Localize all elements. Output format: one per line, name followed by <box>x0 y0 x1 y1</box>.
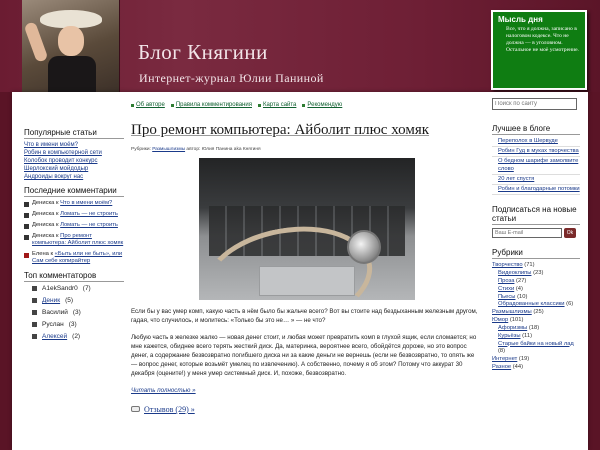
popular-link[interactable]: Андроиды вокруг нас <box>24 174 84 180</box>
best-link[interactable]: Робин и благодарные потомки <box>498 186 580 193</box>
rubric-item[interactable] <box>492 341 580 357</box>
top-commenters-title: Топ комментаторов <box>24 271 124 282</box>
rubric-link[interactable]: Проза <box>498 278 515 285</box>
comment-post-link[interactable]: Про ремонт компьютера: Айболит плюс хомяк <box>32 233 124 246</box>
commenter-name[interactable]: Руслан <box>42 320 64 328</box>
page-container <box>12 92 588 450</box>
commenter-name[interactable]: Василий <box>42 308 68 316</box>
list-item[interactable] <box>24 150 124 156</box>
rubric-count: (25) <box>531 309 544 316</box>
nav-item-sitemap[interactable] <box>258 102 296 108</box>
rubric-count: (23) <box>531 270 544 277</box>
nav-item-about[interactable] <box>131 102 165 108</box>
user-icon <box>32 286 37 291</box>
comment-author: Дениска <box>32 211 55 217</box>
rubric-count: (44) <box>511 363 524 370</box>
best-link[interactable]: 20 лет спустя <box>498 175 535 182</box>
list-item[interactable] <box>492 186 580 195</box>
comment-item <box>24 211 124 218</box>
post-paragraph: Любую часть в железке жалко — новая денег стоит, и любая может превратить комп в глухой ящик, если сломается; но мне кажется, обиднее всего терять жесткий диск. Да, материнка, вероятнее всего, обойдётся дороже, но это вопрос денег, а содержание безвозвратно погибшего диска ни за какие деньги не вернешь (если не безвозвратно, то опять же — вопрос денег, которые возьмёт умелец по извлечению). А собственно, почему я об этом? Потому что аккурат 30 декабря (оцените!) у меня умер системный диск. И, похоже, безвозвратно. <box>131 333 477 377</box>
rubric-count: (101) <box>508 317 524 324</box>
comment-icon <box>24 253 29 258</box>
rubric-link[interactable]: Творчество <box>492 262 523 269</box>
commenter-count: (7) <box>82 284 91 292</box>
comment-author: Дениска <box>32 200 55 206</box>
commenter-name[interactable]: Алексей <box>42 332 68 340</box>
comment-prep: к <box>54 233 61 239</box>
top-commenter <box>24 321 124 328</box>
comment-author: Елена <box>32 250 49 257</box>
nav-item-recommend[interactable] <box>302 102 342 108</box>
subscribe-title: Подписаться на новые статьи <box>492 205 580 225</box>
rubric-item[interactable] <box>492 270 580 278</box>
commenter-count: (3) <box>72 308 81 316</box>
post-meta <box>131 147 481 152</box>
right-sidebar <box>492 124 580 372</box>
commenter-count: (2) <box>72 332 81 340</box>
nav-link[interactable]: Карта сайта <box>262 102 297 108</box>
comment-prep: к <box>54 211 61 217</box>
comment-item <box>24 222 124 229</box>
left-sidebar <box>24 128 124 345</box>
main-content <box>131 122 481 414</box>
bullet-icon <box>171 104 174 107</box>
site-tagline: Интернет-журнал Юлии Паниной <box>139 71 324 85</box>
comment-post-link[interactable]: «Быть или не быть», или Сам себе копирайтер <box>32 250 123 264</box>
top-commenter <box>24 285 124 292</box>
bullet-icon <box>258 104 261 107</box>
rubric-count: (71) <box>522 262 535 269</box>
thought-title: Мысль дня <box>498 15 543 24</box>
rubric-count: (8) <box>498 348 506 355</box>
rubric-count: (19) <box>517 356 530 363</box>
user-icon <box>32 334 37 339</box>
thought-of-day <box>491 10 587 90</box>
list-item[interactable] <box>24 158 124 164</box>
top-commenter <box>24 297 124 304</box>
best-title: Лучшее в блоге <box>492 124 580 135</box>
rubric-link[interactable]: Пьесы <box>498 293 516 300</box>
comment-item <box>24 233 124 247</box>
comment-post-link[interactable]: Ломать — не строить <box>60 222 118 228</box>
nav-item-rules[interactable] <box>171 102 252 108</box>
commenter-count: (5) <box>65 296 74 304</box>
rubrics-list <box>492 262 580 371</box>
comment-post-link[interactable]: Что в имени моём? <box>60 200 113 206</box>
nav-link[interactable]: Правила комментирования <box>175 102 252 108</box>
comment-prep: к <box>48 250 55 257</box>
comments-link[interactable]: Отзывов (29) » <box>144 404 195 414</box>
user-icon <box>32 310 37 315</box>
popular-title: Популярные статьи <box>24 128 124 139</box>
rubric-count: (6) <box>564 301 574 308</box>
popular-link[interactable]: Робин в компьютерной сети <box>24 150 102 156</box>
top-commenter <box>24 333 124 340</box>
rubric-item[interactable] <box>492 294 580 302</box>
list-item[interactable] <box>492 158 580 174</box>
site-header <box>0 0 600 92</box>
rubric-item[interactable] <box>492 301 580 309</box>
rubric-link[interactable]: Обрадованные классики <box>498 301 565 308</box>
post-paragraph: Если бы у вас умер комп, какую часть в нём было бы жальче всего? Вот вы стоите над бездыханным железным другом, гадая, что случилось, и молитесь: «Только бы это не… » — не что? <box>131 308 478 324</box>
user-icon <box>32 322 37 327</box>
post-image <box>199 158 415 300</box>
bullet-icon <box>131 104 134 107</box>
list-item[interactable] <box>24 142 124 148</box>
nav-link[interactable]: Об авторе <box>136 102 165 108</box>
comment-prep: к <box>54 222 61 228</box>
thought-text: Все, что я должна, записано в налоговом кодексе. Что не должна — в уголовном. Остальное не моё усмотрение. <box>506 26 579 53</box>
user-icon <box>32 298 37 303</box>
email-field[interactable] <box>492 228 562 238</box>
popular-list <box>24 142 124 180</box>
rubric-link[interactable]: Размышлизмы <box>492 309 532 316</box>
post-title[interactable]: Про ремонт компьютера: Айболит плюс хомяк <box>131 122 430 138</box>
best-list <box>492 138 580 195</box>
comment-icon <box>24 224 29 229</box>
rubric-item[interactable] <box>492 317 580 325</box>
rubric-link[interactable]: Стихи <box>498 285 515 292</box>
best-link[interactable]: О бедном шарифе замолвите слово <box>498 158 579 172</box>
top-nav <box>131 102 342 108</box>
rubric-link[interactable]: Разное <box>492 363 512 370</box>
list-item[interactable] <box>492 148 580 157</box>
rubric-item[interactable] <box>492 286 580 294</box>
nav-link[interactable]: Рекомендую <box>307 102 343 108</box>
commenter-count: (3) <box>68 320 77 328</box>
subscribe-button[interactable]: Ok <box>564 228 576 238</box>
list-item[interactable] <box>24 174 124 180</box>
list-item[interactable] <box>24 166 124 172</box>
rubric-item[interactable] <box>492 262 580 270</box>
rubric-count: (27) <box>514 278 527 285</box>
rubrics-title: Рубрики <box>492 248 580 259</box>
popular-link[interactable]: Колобок проводит конкурс <box>24 158 98 164</box>
rubric-link[interactable]: Афоризмы <box>498 324 528 331</box>
comments-row <box>131 405 481 414</box>
meta-prefix: Рубрики: <box>131 147 153 152</box>
rubric-item[interactable] <box>492 356 580 364</box>
bullet-icon <box>302 104 305 107</box>
meta-author: автор: Юлия Панина aka Княгиня <box>185 147 261 152</box>
rubric-count: (18) <box>527 324 540 331</box>
comment-item <box>24 251 124 265</box>
rubric-link[interactable]: Курьёзы <box>498 332 521 339</box>
comment-author: Дениска <box>32 222 55 228</box>
commenter-name[interactable]: A1ekSandr0 <box>42 284 78 292</box>
popular-link[interactable]: Шерлокский мойдодыр <box>24 166 89 172</box>
best-link[interactable]: Робин Гуд в муках творчества <box>498 148 579 155</box>
rubric-count: (11) <box>520 332 533 339</box>
comment-icon <box>24 213 29 218</box>
rubric-count: (10) <box>515 293 528 300</box>
comment-post-link[interactable]: Ломать — не строить <box>60 211 118 217</box>
rubric-count: (4) <box>514 285 523 292</box>
rubric-item[interactable] <box>492 325 580 333</box>
top-commenter <box>24 309 124 316</box>
rubric-item[interactable] <box>492 333 580 341</box>
search-input[interactable] <box>492 98 577 110</box>
comment-item <box>24 200 124 207</box>
popular-link[interactable]: Что в имени моём? <box>24 142 78 148</box>
site-title[interactable]: Блог Княгини <box>138 40 268 64</box>
rubric-link[interactable]: Старые байки на новый лад <box>498 340 574 347</box>
read-more-link[interactable]: Читать полностью » <box>131 386 196 394</box>
rubric-item[interactable] <box>492 309 580 317</box>
comment-bubble-icon <box>131 406 140 412</box>
comment-icon <box>24 235 29 240</box>
comment-author: Дениска <box>32 233 55 239</box>
rubric-item[interactable] <box>492 278 580 286</box>
best-link[interactable]: Переполох в Шервуде <box>498 138 558 144</box>
rubric-link[interactable]: Видеоклипы <box>498 270 532 277</box>
list-item[interactable] <box>492 138 580 147</box>
subscribe-form <box>492 228 580 238</box>
recent-comments-title: Последние комментарии <box>24 186 124 197</box>
meta-category-link[interactable]: Размышлизмы <box>152 147 186 152</box>
comment-icon <box>24 202 29 207</box>
list-item[interactable] <box>492 176 580 185</box>
commenter-name[interactable]: Деник <box>42 296 61 304</box>
comment-prep: к <box>54 200 61 206</box>
rubric-item[interactable] <box>492 364 580 372</box>
rubric-link[interactable]: Интернет <box>492 356 518 363</box>
rubric-link[interactable]: Юмор <box>492 317 509 324</box>
